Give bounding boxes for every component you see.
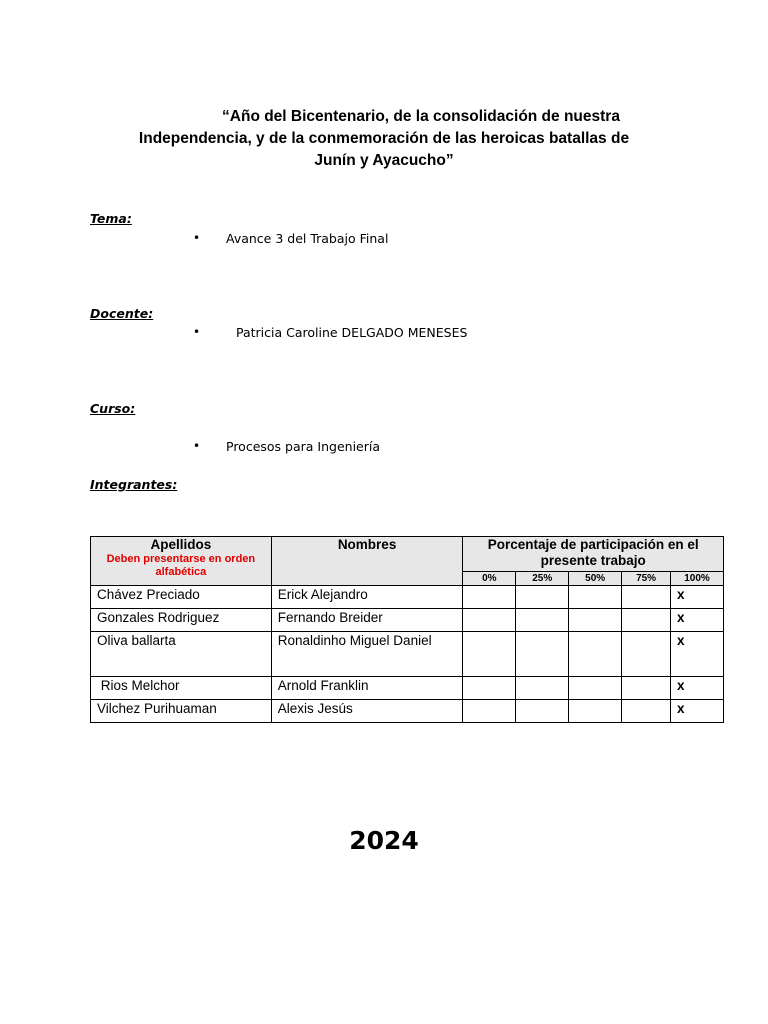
header-apellidos-label: Apellidos: [150, 537, 212, 552]
curso-value: Procesos para Ingeniería: [226, 439, 380, 454]
table-row: [91, 700, 724, 723]
pct-header-25: 25%: [516, 572, 569, 586]
cell-100-mark: x: [671, 700, 724, 723]
cell-nombres: Erick Alejandro: [271, 586, 463, 609]
cell-50: [569, 586, 622, 609]
cell-100-mark: x: [671, 586, 724, 609]
cell-50: [569, 700, 622, 723]
pct-header-50: 50%: [569, 572, 622, 586]
cell-nombres: Ronaldinho Miguel Daniel: [271, 632, 463, 677]
cell-nombres: Alexis Jesús: [271, 700, 463, 723]
table-header-row: [91, 537, 724, 572]
cell-0: [463, 700, 516, 723]
cell-50: [569, 677, 622, 700]
cell-apellidos: Gonzales Rodriguez: [91, 609, 272, 632]
table-row: [91, 677, 724, 700]
title-line-2: Independencia, y de la conmemoración de las heroicas batallas de: [138, 130, 630, 147]
cell-nombres: Arnold Franklin: [271, 677, 463, 700]
curso-label: Curso:: [90, 401, 136, 416]
cell-apellidos: Rios Melchor: [91, 677, 272, 700]
tema-value: Avance 3 del Trabajo Final: [226, 231, 389, 246]
cell-0: [463, 586, 516, 609]
pct-header-75: 75%: [622, 572, 671, 586]
cell-75: [622, 677, 671, 700]
cell-25: [516, 609, 569, 632]
cell-75: [622, 632, 671, 677]
pct-header-100: 100%: [671, 572, 724, 586]
integrantes-label: Integrantes:: [90, 477, 178, 492]
cell-100-mark: x: [671, 609, 724, 632]
header-apellidos: [91, 537, 272, 586]
cell-25: [516, 632, 569, 677]
cell-25: [516, 586, 569, 609]
cell-nombres: Fernando Breider: [271, 609, 463, 632]
cell-75: [622, 700, 671, 723]
title-line-1: “Año del Bicentenario, de la consolidación de nuestra: [222, 108, 620, 125]
participation-table: [90, 536, 724, 723]
cell-apellidos: Chávez Preciado: [91, 586, 272, 609]
table-row: [91, 632, 724, 677]
document-title: [90, 106, 678, 172]
cell-50: [569, 609, 622, 632]
table-row: [91, 586, 724, 609]
tema-bullet: •: [193, 231, 201, 245]
cell-0: [463, 677, 516, 700]
tema-label: Tema:: [90, 211, 132, 226]
header-porcentaje: Porcentaje de participación en el presente trabajo: [463, 537, 724, 572]
cell-apellidos: Vilchez Purihuaman: [91, 700, 272, 723]
header-apellidos-note: Deben presentarse en orden alfabética: [106, 553, 256, 578]
table-row: [91, 609, 724, 632]
cell-100-mark: x: [671, 632, 724, 677]
cell-50: [569, 632, 622, 677]
header-nombres: Nombres: [271, 537, 463, 586]
cell-25: [516, 700, 569, 723]
cell-0: [463, 609, 516, 632]
pct-header-0: 0%: [463, 572, 516, 586]
cell-apellidos: Oliva ballarta: [91, 632, 272, 677]
cell-75: [622, 609, 671, 632]
docente-bullet: •: [193, 325, 201, 339]
cell-25: [516, 677, 569, 700]
docente-label: Docente:: [90, 306, 154, 321]
cell-0: [463, 632, 516, 677]
cell-100-mark: x: [671, 677, 724, 700]
cell-75: [622, 586, 671, 609]
year-label: 2024: [349, 826, 419, 855]
title-line-3: Junín y Ayacucho”: [314, 152, 454, 169]
docente-value: Patricia Caroline DELGADO MENESES: [236, 325, 468, 340]
curso-bullet: •: [193, 439, 201, 453]
